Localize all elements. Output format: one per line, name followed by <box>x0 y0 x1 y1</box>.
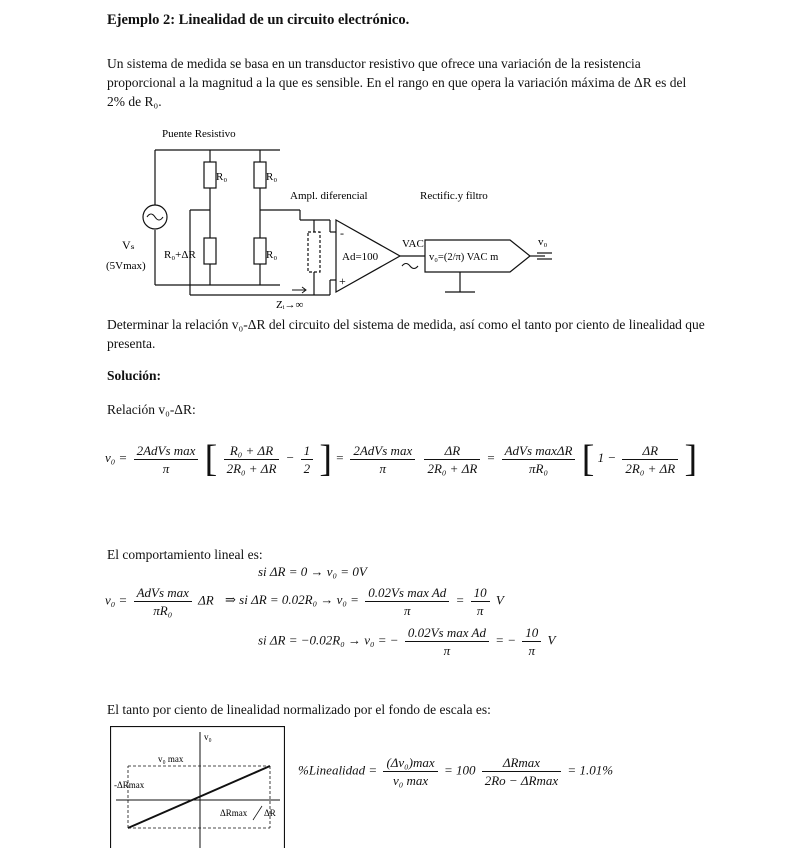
amp-minus: - <box>340 226 344 240</box>
amp-gain: Ad=100 <box>342 251 379 263</box>
bridge-label: Puente Resistivo <box>162 128 236 140</box>
percent-label: El tanto por ciento de linealidad normalizado por el fondo de escala es: <box>107 702 491 717</box>
vac-label: VAC <box>402 238 424 250</box>
r-top-right-label: R₀ <box>266 171 278 183</box>
graph-vo-axis: v₀ <box>204 732 212 742</box>
rect-label: Rectific.y filtro <box>420 190 488 202</box>
linear-line3: si ΔR = −0.02R₀ → v₀ = − $\frac{\text{0.02Vs max Ad}}{\pi}$ = − $\frac{10}{\pi}$ V <box>258 625 556 658</box>
linear-line2: v₀ = $\frac{\text{AdVs max}}{\text{πR₀}}$ ΔR ⇒ si ΔR = 0.02R₀ → v₀ = $\frac{\text{0.02Vs max Ad}}{\pi}$ = $\frac{10}{\pi}$ V <box>105 585 504 618</box>
equation-relation: v₀ = $\frac{\text{2AdVs max}}{\pi}$ [ $\frac{\text{R₀ + ΔR}}{\text{2R₀ + ΔR}}$ − $\frac{1}{2}$ ] = $\frac{\text{2AdVs max}}{\pi}$ $\frac{\Delta R}{\text{2R₀ + ΔR}}$ = $\frac{\text{AdVs maxΔR}}{\text{πR₀}}$ [ 1 − $\frac{\Delta R}{\text{2R₀ + ΔR}}$ ] <box>105 438 698 480</box>
graph-dr-axis: ΔR <box>264 808 276 818</box>
example-title: Ejemplo 2: Linealidad de un circuito electrónico. <box>107 12 410 28</box>
r-bottom-right-label: R₀ <box>266 249 278 261</box>
r-bottom-left-label: R₀+ΔR <box>164 249 196 261</box>
source-label: Vₛ <box>122 238 135 252</box>
question-paragraph: Determinar la relación v₀-ΔR del circuito del sistema de medida, así como el tanto por ciento de linealidad que presenta. <box>107 317 705 351</box>
source-value: (5Vmax) <box>106 260 146 272</box>
intro-paragraph: Un sistema de medida se basa en un transductor resistivo que ofrece una variación de la resistencia proporcional a la magnitud a la que es sensible. En el rango en que opera la variación máxima de ΔR es del 2% de R₀. <box>107 56 687 109</box>
linearity-graph <box>110 726 285 848</box>
graph-pos-dr: ΔRmax <box>220 808 248 818</box>
equation-percent: %Linealidad = $\frac{\text{(Δv₀)max}}{\text{v₀ max}}$ = 100 $\frac{\Delta Rmax}{2Ro - \Delta Rmax}$ = 1.01% <box>298 755 614 788</box>
relation-label: Relación v₀-ΔR: <box>107 402 196 417</box>
graph-vomax: v₀ max <box>158 754 184 764</box>
linear-line1: si ΔR = 0 → v₀ = 0V <box>258 564 367 579</box>
rect-formula: v₀=(2/π) VAC m <box>429 252 499 263</box>
zi-label: Zᵢ→∞ <box>276 299 304 310</box>
graph-neg-dr: -ΔRmax <box>114 780 145 790</box>
amp-label: Ampl. diferencial <box>290 190 368 202</box>
circuit-diagram <box>100 120 560 310</box>
output-label: v₀ <box>538 236 548 248</box>
linear-label: El comportamiento lineal es: <box>107 547 263 562</box>
amp-plus: + <box>339 274 346 288</box>
r-top-left-label: R₀ <box>216 171 228 183</box>
solution-heading: Solución: <box>107 368 162 383</box>
